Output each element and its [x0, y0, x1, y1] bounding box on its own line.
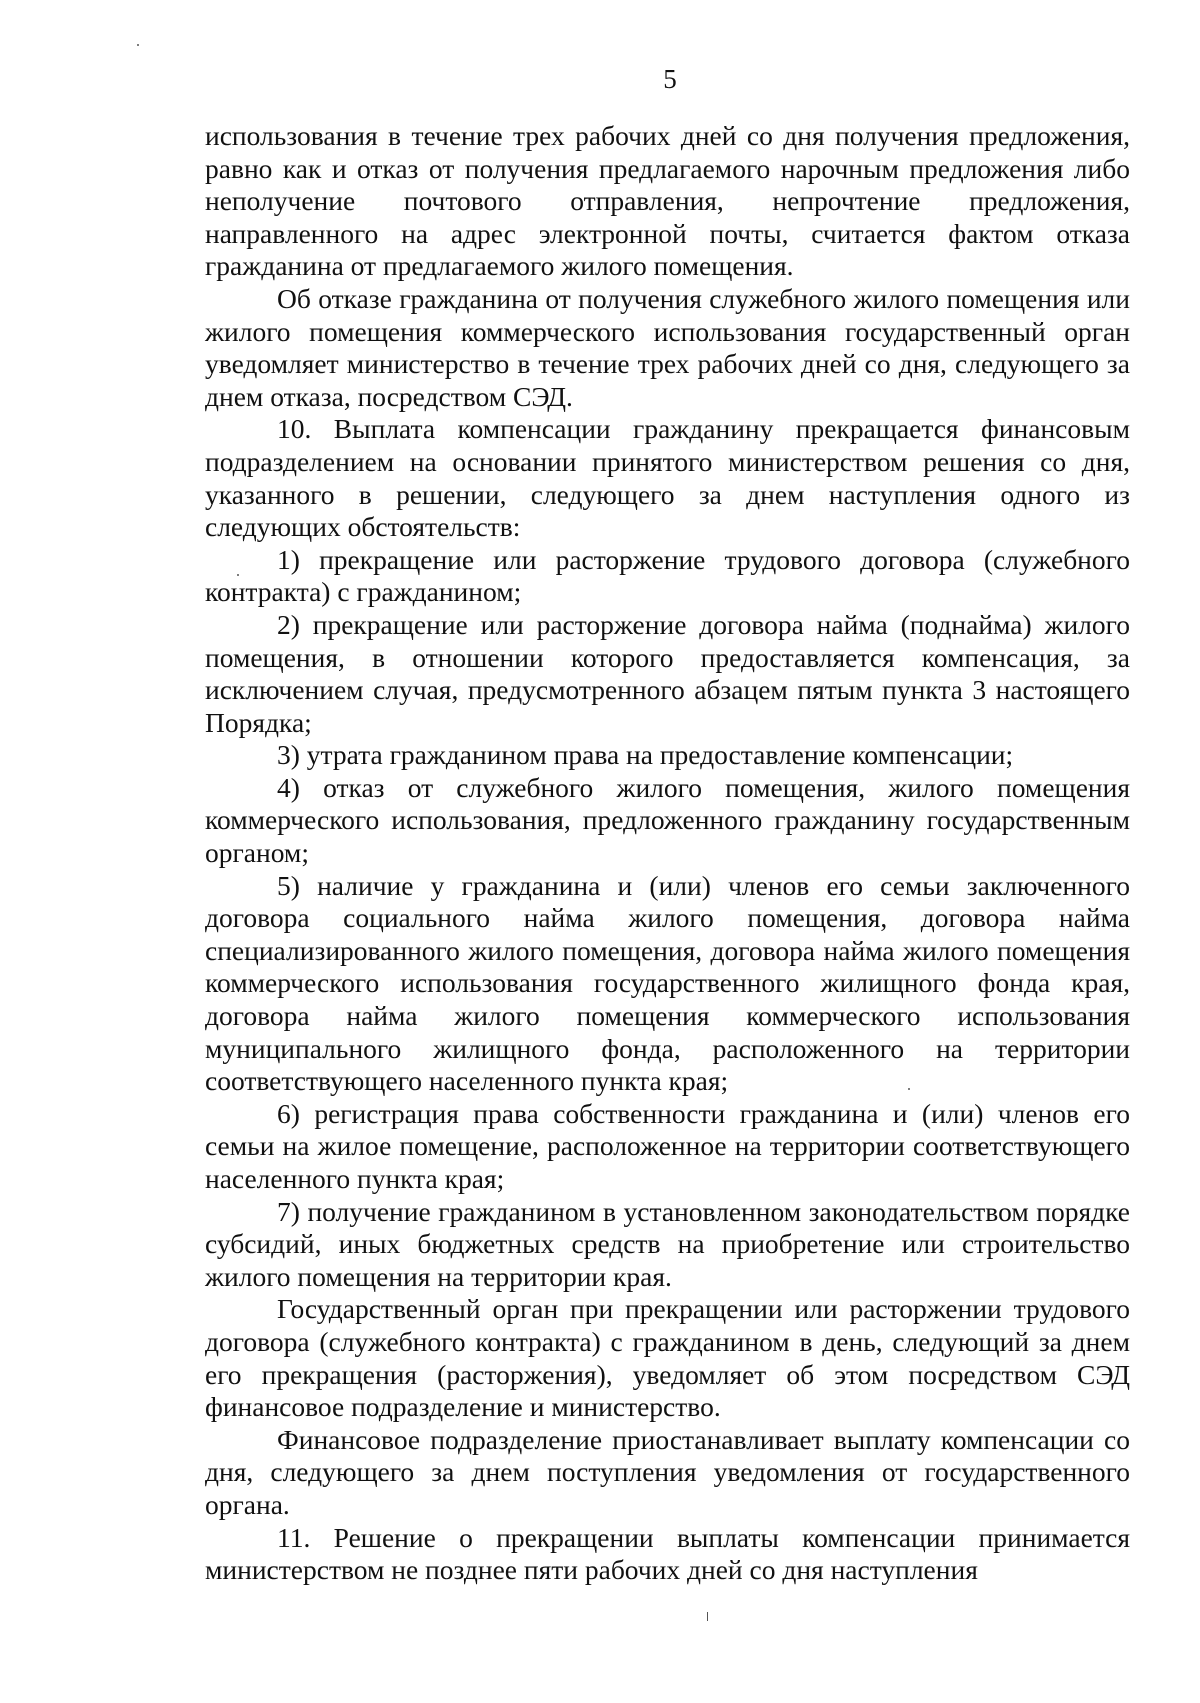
document-body	[205, 120, 1130, 1587]
paragraph-2: Об отказе гражданина от получения служебного жилого помещения или жилого помещения коммерческого использования государственный орган уведомляет министерство в течение трех рабочих дней со дня, следующего за днем отказа, посредством СЭД.	[205, 282, 1130, 412]
list-item-3: 3) утрата гражданином права на предоставление компенсации;	[277, 739, 1014, 771]
list-item-7: 7) получение гражданином в установленном законодательством порядке субсидий, иных бюджетных средств на приобретение или строительство жилого помещения на территории края.	[205, 1195, 1130, 1292]
scan-speck	[137, 44, 139, 46]
scan-speck	[908, 1088, 910, 1090]
page-number: 5	[663, 64, 677, 94]
scan-speck	[237, 574, 239, 576]
paragraph-item-11: 11. Решение о прекращении выплаты компенсации принимается министерством не позднее пяти рабочих дней со дня наступления	[205, 1521, 1130, 1586]
paragraph-finance-suspend: Финансовое подразделение приостанавливает выплату компенсации со дня, следующего за днем поступления уведомления от государственного органа.	[205, 1423, 1130, 1520]
list-item-1: 1) прекращение или расторжение трудового договора (служебного контракта) с гражданином;	[205, 543, 1130, 608]
list-item-5: 5) наличие у гражданина и (или) членов его семьи заключенного договора социального найма жилого помещения, договора найма специализированного жилого помещения, договора найма жилого помещения коммерческого использования государственного жилищного фонда края, договора найма жилого помещения коммерческого использования муниципального жилищного фонда, расположенного на территории соответствующего населенного пункта края;	[205, 869, 1130, 1097]
list-item-6: 6) регистрация права собственности гражданина и (или) членов его семьи на жилое помещение, расположенное на территории соответствующего населенного пункта края;	[205, 1097, 1130, 1194]
paragraph-1: использования в течение трех рабочих дней со дня получения предложения, равно как и отказ от получения предлагаемого нарочным предложения либо неполучение почтового отправления, непрочтение предложения, направленного на адрес электронной почты, считается фактом отказа гражданина от предлагаемого жилого помещения.	[205, 120, 1130, 282]
scan-speck	[707, 1612, 708, 1621]
list-item-4: 4) отказ от служебного жилого помещения, жилого помещения коммерческого использования, предложенного гражданину государственным органом;	[205, 771, 1130, 869]
paragraph-state-body-notice: Государственный орган при прекращении или расторжении трудового договора (служебного контракта) с гражданином в день, следующий за днем его прекращения (расторжения), уведомляет об этом посредством СЭД финансовое подразделение и министерство.	[205, 1293, 1130, 1423]
paragraph-3-item-10: 10. Выплата компенсации гражданину прекращается финансовым подразделением на основании принятого министерством решения со дня, указанного в решении, следующего за днем наступления одного из следующих обстоятельств:	[205, 413, 1130, 543]
list-item-2: 2) прекращение или расторжение договора найма (поднайма) жилого помещения, в отношении которого предоставляется компенсация, за исключением случая, предусмотренного абзацем пятым пункта 3 настоящего Порядка;	[205, 608, 1130, 738]
